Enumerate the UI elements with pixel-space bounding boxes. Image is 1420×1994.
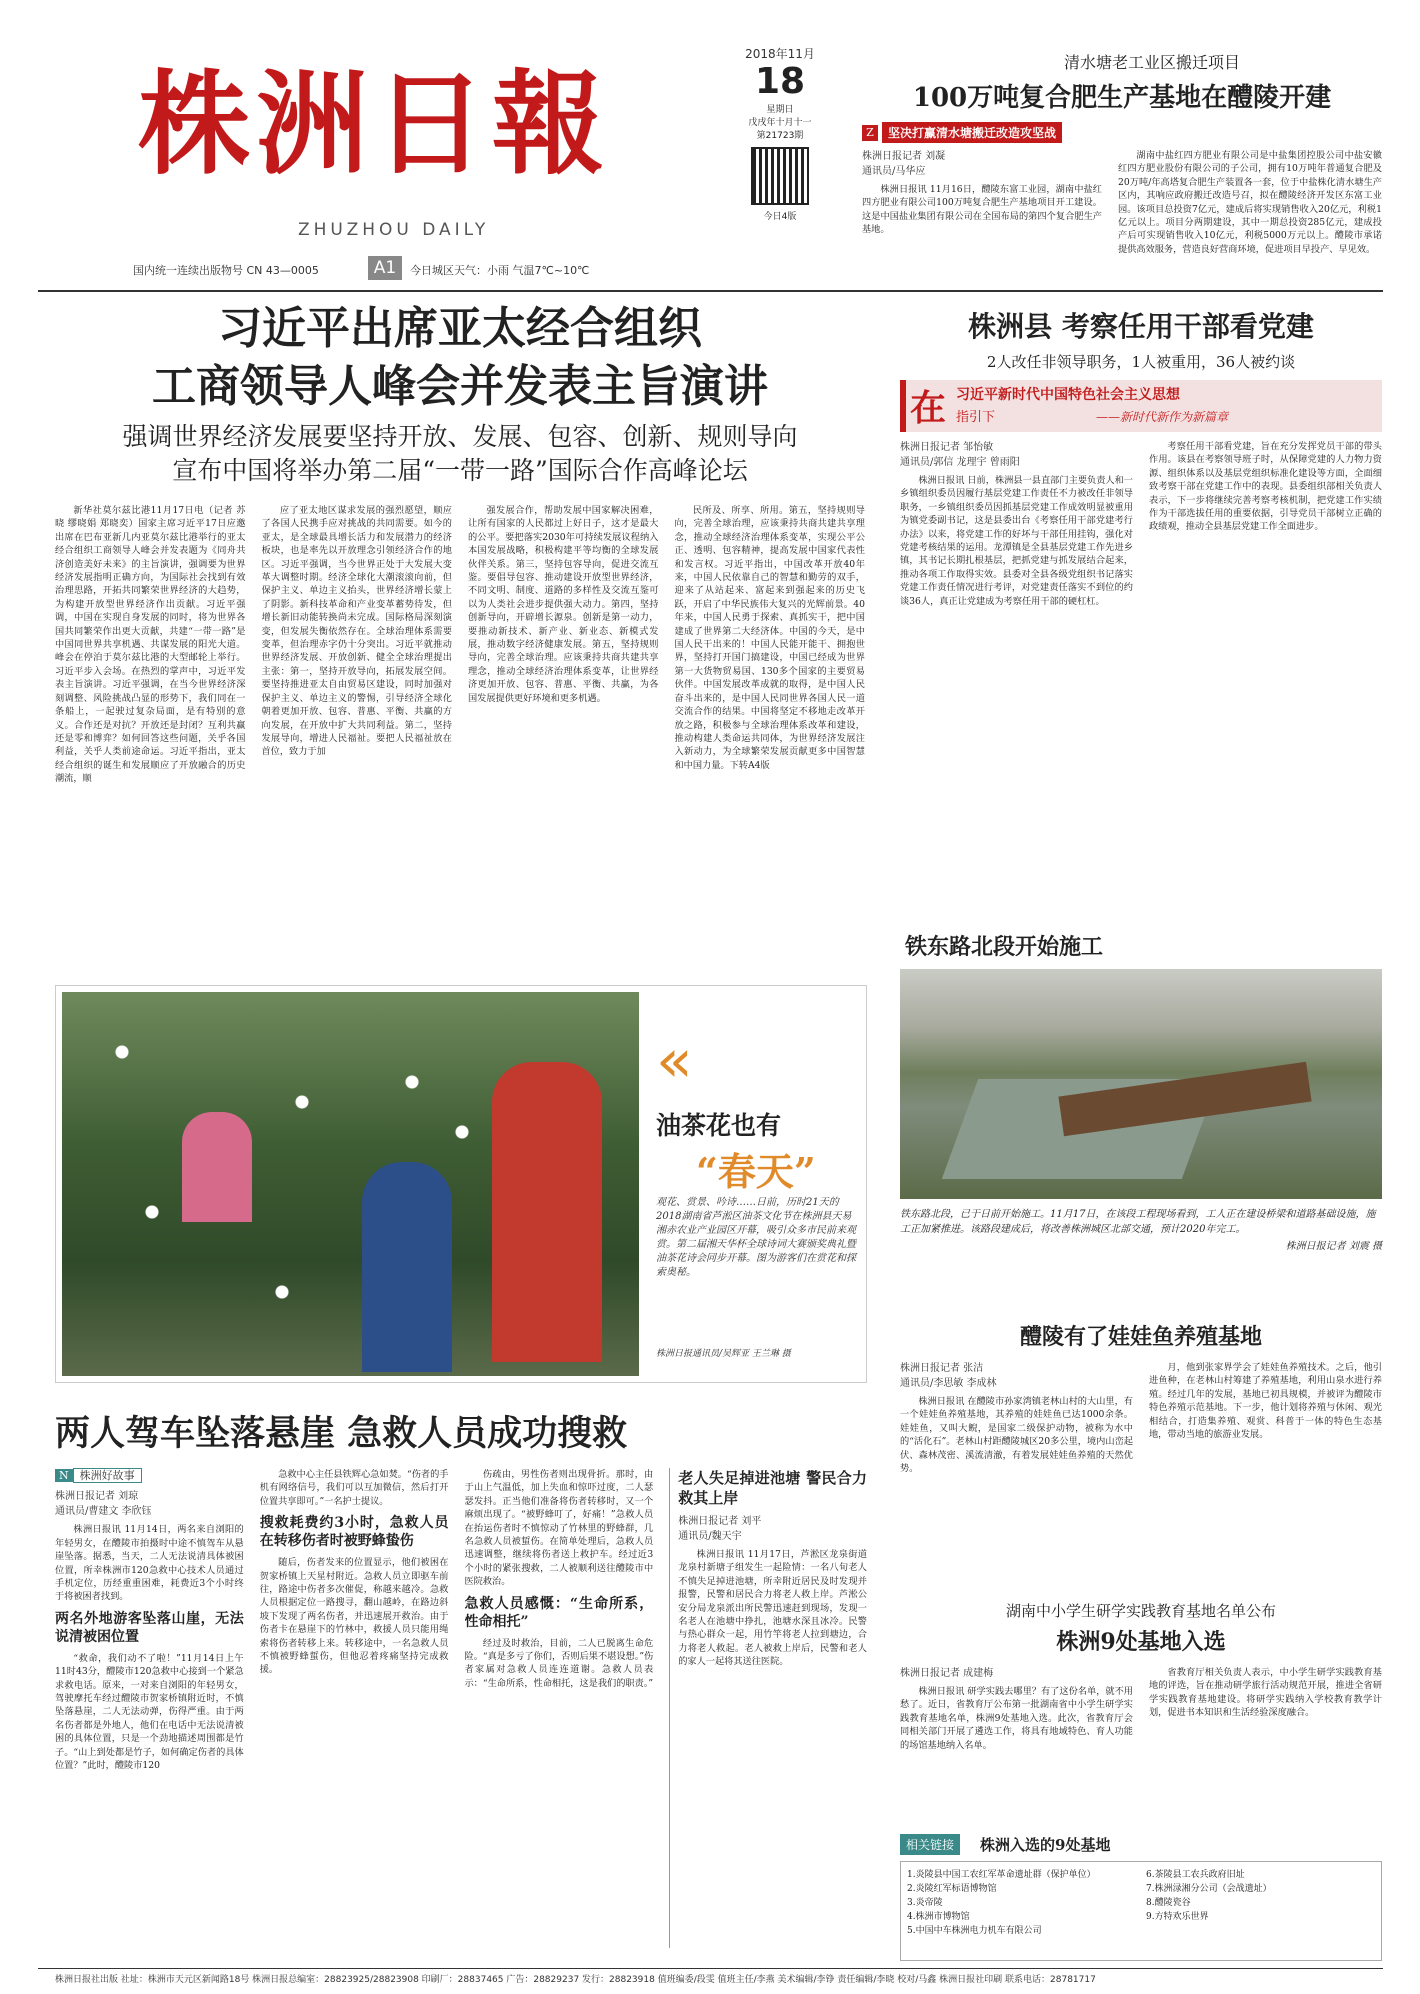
top-byline1: 株洲日报记者 刘凝 [862, 151, 946, 162]
fish-story [900, 1320, 1382, 1590]
study-title: 株洲9处基地入选 [1056, 1629, 1226, 1655]
campaign-icon: Z [862, 125, 878, 141]
photo-title2: “春天” [696, 1149, 816, 1194]
photo-title1: 油茶花也有 [656, 1111, 782, 1140]
county-byline1: 株洲日报记者 邹怡敏 [900, 442, 994, 453]
top-byline2: 通讯员/马华应 [862, 166, 926, 177]
county-sub: 2人改任非领导职务，1人被重用，36人被约谈 [986, 353, 1296, 371]
related-list-item: 6.茶陵县工农兵政府旧址 [1146, 1870, 1245, 1880]
rescue-sub1: 两名外地游客坠落山崖，无法说清被困位置 [55, 1610, 244, 1645]
lunar: 戊戌年十月十一 [748, 118, 812, 128]
rescue-title: 两人驾车坠落悬崖 急救人员成功搜救 [55, 1414, 628, 1454]
qr-code [751, 147, 809, 205]
study-body2: 省教育厅相关负责人表示，中小学生研学实践教育基地的评选，旨在推动研学旅行活动规范开展，推进全省研学实践教育基地建设。将研学实践纳入学校教育教学计划，促进书本知识和生活经验深度融合。 [1149, 1667, 1382, 1719]
railway-credit: 株洲日报记者 刘震 摄 [1285, 1241, 1382, 1252]
edition-label: A1 [368, 256, 402, 280]
railway-title: 铁东路北段开始施工 [905, 934, 1104, 960]
story-tag-icon: N [55, 1469, 73, 1482]
related-label: 相关链接 [900, 1834, 960, 1855]
oldman-byline1: 株洲日报记者 刘平 [678, 1516, 762, 1527]
rescue-body3: 伤疏由，男性伤者则出现骨折。那时，由于山上气温低，加上失血和惊吓过度，二人瑟瑟发抖。正当他们准备将伤者转移时，又一个麻烦出现了。“被野蜂叮了，好痛！”急救人员在抬运伤者时不慎惊动了竹林里的野蜂群，几名急救人员被蜇伤。在简单处理后，急救人员迅速调整，继续将伤者送上救护车。经过近3个小时的紧张搜救，二人被顺利送往醴陵市中医院救治。 [464, 1469, 654, 1588]
rescue-body3b: 经过及时救治，目前，二人已脱离生命危险。“真是多亏了你们，否则后果不堪设想。”伤者家属对急救人员连连道谢。急救人员表示：“生命所系，性命相托，这是我们的职责。” [464, 1637, 654, 1689]
fish-byline1: 株洲日报记者 张洁 [900, 1363, 984, 1374]
date-box [720, 45, 840, 265]
top-body2: 湖南中盐红四方肥业有限公司是中盐集团控股公司中盐安徽红四方肥业股份有限公司的子公司，拥有10万吨年普通复合肥及20万吨/年高塔复合肥生产装置各一套，位于中盐株化清水塘生产区内，其响应政府搬迁改造号召，拟在醴陵经济开发区东富工业园。该项目总投资7亿元，建成后将实现销售收入20亿元，利税1亿元以上。项目分两期建设，其中一期总投资285亿元，建成投产后可实现销售收入10亿元，利税5000万元以上。醴陵市承诺提供高效服务，营造良好营商环境，促进项目早投产、早见效。 [1118, 150, 1382, 255]
lead-col4: 民所及、所享、所用。第五，坚持规则导向，完善全球治理，应该秉持共商共建共享理念，推动全球经济治理体系变革，实现公平公正、透明、包容精神，提高发展中国家代表性和发言权。习近平指出，中国改革开放40年来，中国人民依靠自己的智慧和勤劳的双手，迎来了从站起来、富起来到强起来的历史飞跃，开启了中华民族伟大复兴的光辉前景。40年来，中国人民勇于探索、真抓实干，把中国建成了世界第二大经济体。中国的今天，是中国人民干出来的！中国人民能开能干、拥抱世界，坚持打开国门搞建设，中国已经成为世界第一大货物贸易国、130多个国家的主要贸易伙伴。中国发展改革成就的取得，是中国人民奋斗出来的，是中国人民同世界各国人民一道交流合作的结果。中国将坚定不移地走改革开放之路，积极参与全球治理体系改革和建设，推动构建人类命运共同体，为世界经济发展注入新动力，为全球繁荣发展贡献更多中国智慧和中国力量。下转A4版 [674, 505, 865, 771]
fish-body2: 月，他到张家界学会了娃娃鱼养殖技术。之后，他引进鱼种，在老林山村筹建了养殖基地，利用山泉水进行养殖。经过几年的发展，基地已初具规模，并被评为醴陵市特色养殖示范基地。下一步，他计划将养殖与休闲、观光相结合，打造集养殖、观赏、科普于一体的特色生态基地，带动当地的旅游业发展。 [1149, 1362, 1382, 1441]
fish-title: 醴陵有了娃娃鱼养殖基地 [1019, 1324, 1262, 1350]
footer: 株洲日报社出版 社址：株洲市天元区新闻路18号 株洲日报总编室：28823925/28823908 印刷厂：28837465 广告：28829237 发行：28823918 值班编委/段雯 值班主任/李燕 美术编辑/李铮 责任编辑/李晓 校对/马鑫 株洲日报社印刷 联系电话：28781717 [55, 1975, 1096, 1985]
rescue-body2: 急救中心主任县铁辉心急如焚。“伤者的手机有网络信号，我们可以互加微信，然后打开位置共享即可。”一名护士提议。 [259, 1469, 449, 1507]
lead-col1: 新华社莫尔兹比港11月17日电（记者 苏晓 缪晓娟 郑晓奕）国家主席习近平17日应邀出席在巴布亚新几内亚莫尔兹比港举行的亚太经合组织工商领导人峰会并发表题为《同舟共济创造美好未来》的主旨演讲，强调要为世界经济发展指明正确方向，为国际社会找到有效治理思路，开拓共同繁荣世界经济的大趋势，为构建开放型世界经济作出贡献。习近平强调，中国在实现自身发展的同时，将为世界各国共同繁荣作出更大贡献，共建“一带一路”是中国同世界共享机遇、共谋发展的阳光大道。峰会在停泊于莫尔兹比港的大型邮轮上举行。习近平步入会场。在热烈的掌声中，习近平发表主旨演讲。习近平强调，在当今世界经济深刻调整、风险挑战凸显的形势下，我们同在一条船上，一起驶过复杂局面，是有特别的意义。合作还是对抗？开放还是封闭？互利共赢还是零和博弈？如何回答这些问题，关乎各国利益，关乎人类前途命运。习近平指出，亚太经合组织的诞生和发展顺应了开放融合的历史潮流，顺 [55, 505, 246, 785]
rescue-sub3: 急救人员感慨：“生命所系，性命相托” [464, 1595, 654, 1630]
theme-big: 在 [910, 387, 947, 429]
railway-caption: 铁东路北段，已于日前开始施工。11月17日，在该段工程现场看到，工人正在建设桥梁和道路基础设施，施工正加紧推进。该路段建成后，将改善株洲城区北部交通，预计2020年完工。 [900, 1209, 1376, 1235]
weekday: 星期日 [766, 105, 794, 115]
study-byline: 株洲日报记者 成建梅 [900, 1668, 994, 1679]
theme-line1: 习近平新时代中国特色社会主义思想 [956, 387, 1180, 403]
pages: 今日4版 [763, 212, 797, 222]
masthead-en: ZHUZHOU DAILY [298, 220, 490, 240]
day: 18 [754, 61, 806, 102]
photo-image [62, 992, 639, 1376]
campaign-text: 坚决打赢清水塘搬迁改造攻坚战 [882, 122, 1062, 143]
rescue-byline2: 通讯员/曹建文 李欣钰 [55, 1506, 152, 1518]
top-right-story [862, 50, 1382, 265]
cn-number: 国内统一连续出版物号 CN 43—0005 [133, 264, 319, 277]
rescue-byline1: 株洲日报记者 刘琼 [55, 1491, 139, 1503]
fish-byline2: 通讯员/李思敏 李成林 [900, 1378, 997, 1389]
related-list-item: 1.炎陵县中国工农红军革命遗址群（保护单位） [907, 1870, 1096, 1880]
related-list-item: 2.炎陵红军标语博物馆 [907, 1884, 997, 1894]
story-tag [55, 1468, 244, 1483]
issue: 第21723期 [756, 131, 804, 141]
footer-rule [38, 1968, 1383, 1969]
arrow-icon: « [656, 1026, 693, 1096]
rescue-body1: 株洲日报讯 11月14日，两名来自浏阳的年轻男女，在醴陵市拍摄时中途不慎驾车从悬崖坠落。据悉，当天，二人无法说清具体被困位置，所幸株洲市120急救中心技术人员通过手机定位，历经重重困难，耗费近3个小时终于将被困者找到。 [55, 1524, 244, 1603]
theme-banner [900, 380, 1382, 432]
campaign-banner [862, 122, 1382, 143]
railway-image [900, 969, 1382, 1199]
top-title: 100万吨复合肥生产基地在醴陵开建 [912, 83, 1332, 113]
masthead-title: 株洲日報 [138, 59, 610, 190]
county-body1: 株洲日报讯 日前，株洲县一县直部门主要负责人和一乡镇组织委员因履行基层党建工作责任不力被改任非领导职务，一乡镇组织委员因抓基层党建工作成效明显被重用为镇党委副书记，这是县委出台《考察任用干部党建考行办法》以来，将党建工作的好坏与干部任用挂钩，强化对党建考核结果的运用。龙潭镇是全县基层党建工作先进乡镇，其书记长期扎根基层，把抓党建与抓发展结合起来，推动各项工作取得实效。县委对全县各级党组织书记落实党建工作责任情况进行考评，对党建责任落实不到位的约谈36人，真正让党建成为考察任用干部的硬杠杠。 [900, 475, 1133, 607]
fish-body1: 株洲日报讯 在醴陵市孙家湾镇老林山村的大山里，有一个娃娃鱼养殖基地，其养殖的娃娃鱼已达1000余条。娃娃鱼，又叫大鲵，是国家二级保护动物，被称为水中的“活化石”。老林山村距醴陵城区20多公里，境内山峦起伏、森林茂密、溪流清澈，有着发展娃娃鱼养殖的天然优势。 [900, 1396, 1133, 1475]
study-body1: 株洲日报讯 研学实践去哪里？有了这份名单，就不用愁了。近日，省教育厅公布第一批湖南省中小学生研学实践教育基地名单，株洲9处基地入选。此次，省教育厅会同相关部门开展了遴选工作，将具有地域特色、育人功能的场馆基地纳入名单。 [900, 1686, 1133, 1751]
lead-story [55, 300, 865, 940]
theme-line2: 指引下 [956, 410, 996, 425]
photo-feature [55, 985, 867, 1383]
oldman-title: 老人失足掉进池塘 警民合力救其上岸 [678, 1469, 867, 1507]
rescue-story [55, 1410, 867, 1965]
photo-credit: 株洲日报通讯员/吴辉亚 王兰琳 摄 [656, 1349, 791, 1359]
lead-sub1: 强调世界经济发展要坚持开放、发展、包容、创新、规则导向 [122, 422, 798, 451]
weather: 今日城区天气：小雨 气温7℃~10℃ [410, 264, 590, 277]
lead-col2: 应了亚太地区谋求发展的强烈愿望，顺应了各国人民携手应对挑战的共同需要。如今的亚太，是全球最具增长活力和发展潜力的经济板块，也是率先以开放理念引领经济合作的地区。习近平强调，当今世界正处于大发展大变革大调整时期。经济全球化大潮滚滚向前，但保护主义、单边主义抬头，世界经济增长蒙上了阴影。新科技革命和产业变革蓄势待发，但增长新旧动能转换尚未完成。国际格局深刻演变，但发展失衡依然存在。全球治理体系需要变革，但治理赤字仍十分突出。习近平就推动世界经济发展、开放创新、健全全球治理提出主张：第一，坚持开放导向，拓展发展空间。要坚持推进亚太自由贸易区建设，同时加强对保护主义、单边主义的警惕，引导经济全球化朝着更加开放、包容、普惠、平衡、共赢的方向发展，在开放中扩大共同利益。第二，坚持发展导向，增进人民福祉。要把人民福祉放在首位，致力于加 [261, 505, 452, 758]
theme-line3: ——新时代新作为新篇章 [1096, 410, 1229, 424]
top-body1: 株洲日报讯 11月16日，醴陵东富工业园，湖南中盐红四方肥业有限公司100万吨复合肥生产基地项目开工建设。这是中国盐业集团有限公司在全国布局的第四个复合肥生产基地。 [862, 184, 1102, 236]
related-list-item: 4.株洲市博物馆 [907, 1912, 970, 1922]
photo-caption: 观花、赏景、吟诗……日前，历时21天的2018湖南省芦淞区油茶文化节在株洲县天易湘赤农业产业园区开幕，吸引众多市民前来观赏。第二届湘天华杯全球诗词大赛颁奖典礼暨油茶花诗会同步开幕。图为游客们在赏花和探索奥秘。 [656, 1197, 856, 1278]
rescue-sub2: 搜救耗费约3小时，急救人员在转移伤者时被野蜂蛰伤 [259, 1515, 449, 1550]
railway-story [900, 930, 1382, 1310]
year-month: 2018年11月 [745, 47, 815, 61]
county-byline2: 通讯员/郭信 龙理宇 曾雨阳 [900, 457, 1020, 468]
masthead [38, 30, 758, 300]
related-list-item: 3.炎帝陵 [907, 1898, 943, 1908]
lead-sub2: 宣布中国将举办第二届“一带一路”国际合作高峰论坛 [172, 456, 748, 485]
related-list-item: 9.方特欢乐世界 [1146, 1912, 1209, 1922]
top-kicker: 清水塘老工业区搬迁项目 [1063, 53, 1240, 72]
study-story [900, 1600, 1382, 1955]
story-tag-label: 株洲好故事 [73, 1468, 142, 1483]
masthead-rule [38, 290, 1383, 292]
lead-col3: 强发展合作，帮助发展中国家解决困难，让所有国家的人民都过上好日子，这才是最大的公平。要把落实2030年可持续发展议程纳入本国发展战略，积极构建平等均衡的全球发展伙伴关系。第三，坚持包容导向，促进交流互鉴。要倡导包容、推动建设开放型世界经济，不同文明、制度、道路的多样性及交流互鉴可以为人类社会进步提供强大动力。第四，坚持创新导向，开辟增长源泉。创新是第一动力，要推动新技术、新产业、新业态、新模式发展，推动数字经济健康发展。第五，坚持规则导向，完善全球治理。应该秉持共商共建共享理念，推动全球经济治理体系变革，让世界经济更加开放、包容、普惠、平衡、共赢，为各国发展提供更好环境和更多机遇。 [468, 505, 659, 704]
related-list-item: 5.中国中车株洲电力机车有限公司 [907, 1926, 1042, 1936]
lead-title2: 工商领导人峰会并发表主旨演讲 [152, 361, 768, 412]
oldman-byline2: 通讯员/魏天宇 [678, 1531, 742, 1542]
county-title: 株洲县 考察任用干部看党建 [968, 310, 1314, 343]
lead-title1: 习近平出席亚太经合组织 [218, 303, 702, 354]
related-list [900, 1861, 1382, 1961]
rescue-body2b: 随后，伤者发来的位置显示，他们被困在贺家桥镇上天星村附近。急救人员立即驱车前往，路途中伤者多次催促，称越来越冷。急救人员根据定位一路搜寻，翻山越岭，在路边斜坡下发现了两名伤者，并迅速展开救治。由于伤者卡在悬崖下的竹林中，救援人员只能用绳索将伤者转移上来。转移途中，一名急救人员不慎被野蜂蜇伤，但他忍着疼痛坚持完成救援。 [259, 1557, 449, 1676]
related-links [900, 1834, 1382, 1855]
flowers [62, 992, 639, 1376]
related-title: 株洲入选的9处基地 [980, 1836, 1111, 1854]
oldman-body: 株洲日报讯 11月17日，芦淞区龙泉街道龙泉村新塘子组发生一起险情：一名八旬老人不慎失足掉进池塘，所幸附近居民及时发现并报警，民警和居民合力将老人救上岸。芦淞公安分局龙泉派出所民警迅速赶到现场，发现一名老人在池塘中挣扎，池塘水深且冰冷。民警与热心群众一起，用竹竿将老人拉到塘边，合力将老人救起。老人被救上岸后，民警和老人的家人一起将其送往医院。 [678, 1549, 867, 1668]
county-body2: 考察任用干部看党建，旨在充分发挥党员干部的带头作用。该县在考察领导班子时，从保障党建的人力物力资源、组织体系以及基层党组织标准化建设等方面，全面细致考察干部在党建工作中的表现。县委组织部相关负责人表示，下一步将继续完善考察考核机制，把党建工作实绩作为干部选拔任用的重要依据，引导党员干部树立正确的政绩观，推动全县基层党建工作全面进步。 [1149, 441, 1382, 533]
related-list-item: 8.醴陵瓷谷 [1146, 1898, 1191, 1908]
related-list-item: 7.株洲渌湘分公司（会战遗址） [1146, 1884, 1272, 1894]
county-story [900, 305, 1382, 895]
study-kicker: 湖南中小学生研学实践教育基地名单公布 [1005, 1602, 1276, 1620]
rescue-body1b: “救命，我们动不了啦！”11月14日上午11时43分，醴陵市120急救中心接到一个紧急求救电话。原来，一对来自浏阳的年轻男女，驾驶摩托车经过醴陵市贺家桥镇附近时，不慎坠落悬崖，二人无法动弹，伤得严重。由于两名伤者都是外地人，他们在电话中无法说清被困的具体位置，只是一个劲地描述周围都是竹子。“山上到处都是竹子，如何确定伤者的具体位置？”此时，醴陵市120 [55, 1652, 244, 1772]
